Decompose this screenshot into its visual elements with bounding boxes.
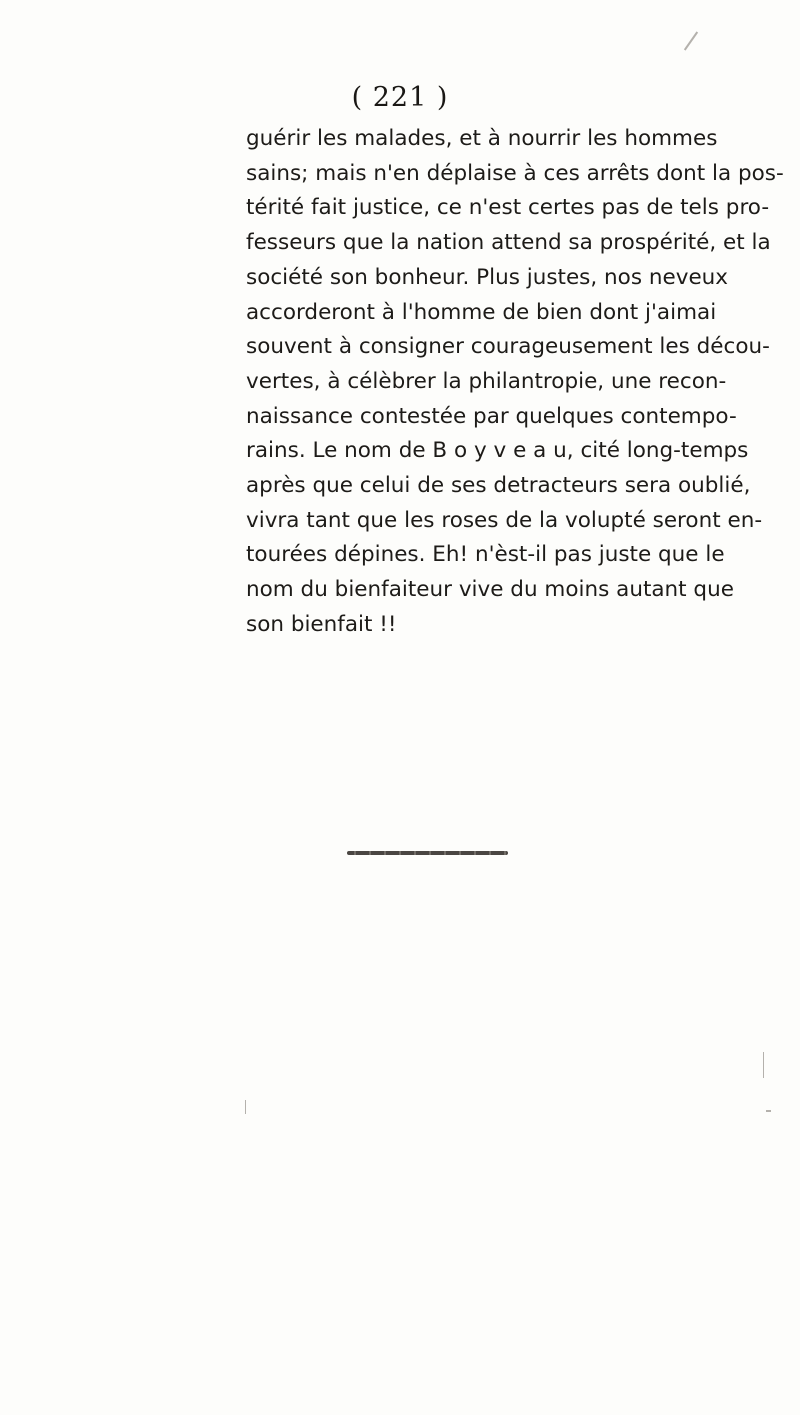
text-line: tourées dépines. Eh! n'èst-il pas juste que le xyxy=(246,542,725,568)
text-line: société son bonheur. Plus justes, nos neveux xyxy=(246,264,729,290)
text-line: naissance contestée par quelques contempo- xyxy=(246,403,737,429)
text-line: nom du bienfaiteur vive du moins autant que xyxy=(246,577,734,603)
text-line: souvent à consigner courageusement les décou- xyxy=(246,334,770,360)
text-line: rains. Le nom de B o y v e a u, cité long-temps xyxy=(246,438,749,464)
decorative-rule xyxy=(347,851,508,855)
text-line: vivra tant que les roses de la volupté seront en- xyxy=(246,507,763,533)
text-line: fesseurs que la nation attend sa prospérité, et la xyxy=(246,230,771,256)
text-line: sains; mais n'en déplaise à ces arrêts dont la pos- xyxy=(246,160,784,186)
text-line: vertes, à célèbrer la philantropie, une recon- xyxy=(246,368,727,394)
text-line: après que celui de ses detracteurs sera oublié, xyxy=(246,473,751,499)
text-line: accorderont à l'homme de bien dont j'aimai xyxy=(246,299,717,325)
paper-mark xyxy=(766,1110,771,1112)
paper-mark xyxy=(684,31,698,50)
page-number: ( 221 ) xyxy=(351,82,449,113)
paper-mark xyxy=(763,1052,764,1078)
body-text xyxy=(246,122,784,643)
text-line: térité fait justice, ce n'est certes pas de tels pro- xyxy=(246,195,770,221)
text-line: guérir les malades, et à nourrir les hommes xyxy=(246,126,718,151)
paper-mark xyxy=(245,1100,246,1114)
text-line: son bienfait !! xyxy=(246,611,397,637)
